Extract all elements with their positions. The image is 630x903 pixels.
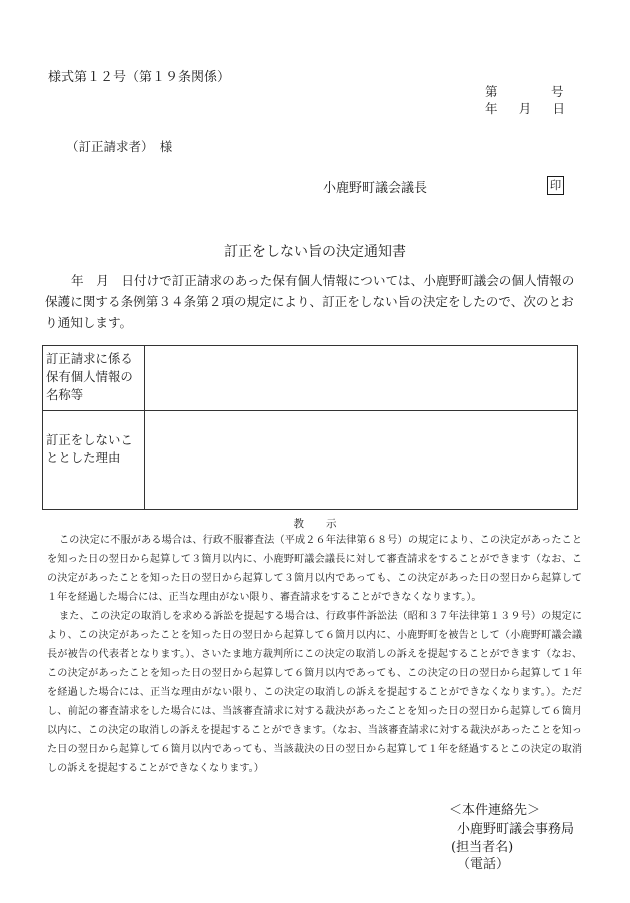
- intro-paragraph: 年 月 日付けで訂正請求のあった保有個人情報については、小鹿野町議会の個人情報の保護に関する条例第３４条第２項の規定により、訂正をしない旨の決定をしたので、次のとおり通知します。: [45, 273, 575, 330]
- table-row: [43, 410, 577, 509]
- instruction-heading: 教示: [293, 518, 359, 530]
- table-row-value: [145, 410, 577, 509]
- sender-name: 小鹿野町議会議長: [323, 181, 428, 196]
- instruction-paragraph: また、この決定の取消しを求める訴訟を提起する場合は、行政事件訴訟法（昭和３７年法律第１３９号）の規定により、この決定があったことを知った日の翌日から起算して６箇月以内に、小鹿野町を被告として（小鹿野町議会議長が被告の代表者となります。）、さいたま地方裁判所にこの決定の取消しの訴えを提起することができます（なお、この決定があったことを知った日の翌日から起算して６箇月以内であっても、この決定の日の翌日から起算して１年を経過した場合には、正当な理由がない限り、この決定の取消しの訴えを提起することができなくなります。）。ただし、前記の審査請求をした場合には、当該審査請求に対する裁決があったことを知った日の翌日から起算して６箇月以内に、この決定の取消しの訴えを提起することができます。（なお、当該審査請求に対する裁決があったことを知った日の翌日から起算して６箇月以内であっても、当該裁決の日の翌日から起算して１年を経過するとこの決定の取消しの訴えを提起することができなくなります。）: [47, 611, 582, 774]
- seal-mark: 印: [547, 176, 564, 195]
- contact-heading: ＜本件連絡先＞: [449, 803, 541, 818]
- instruction-paragraph: この決定に不服がある場合は、行政不服審査法（平成２６年法律第６８号）の規定により、この決定があったことを知った日の翌日から起算して３箇月以内に、小鹿野町議会議長に対して審査請求をすることができます（なお、この決定があったことを知った日の翌日から起算して３箇月以内であっても、この決定があった日の翌日から起算して１年を経過した場合には、正当な理由がない限り、審査請求をすることができなくなります。）。: [47, 535, 582, 603]
- addressee: （訂正請求者） 様: [66, 139, 173, 154]
- table-row-value: [145, 346, 577, 410]
- information-table: [42, 345, 578, 510]
- table-row: [43, 346, 577, 411]
- document-number-suffix: 号: [551, 84, 564, 99]
- date-year: 年: [485, 101, 498, 116]
- date-month: 月: [518, 101, 532, 116]
- document-number-label: 第: [485, 84, 498, 99]
- table-row-label: 訂正をしないこととした理由: [43, 410, 145, 509]
- instruction-body: [47, 531, 582, 778]
- contact-office: 小鹿野町議会事務局: [457, 822, 575, 837]
- form-number: 様式第１２号（第１９条関係）: [48, 70, 231, 85]
- date-day: 日: [552, 101, 565, 116]
- contact-phone: （電話）: [457, 857, 510, 872]
- table-row-label: 訂正請求に係る保有個人情報の名称等: [43, 346, 145, 410]
- contact-person: (担当者名): [451, 840, 514, 855]
- document-title: 訂正をしない旨の決定通知書: [224, 244, 406, 260]
- issue-date: [485, 99, 565, 117]
